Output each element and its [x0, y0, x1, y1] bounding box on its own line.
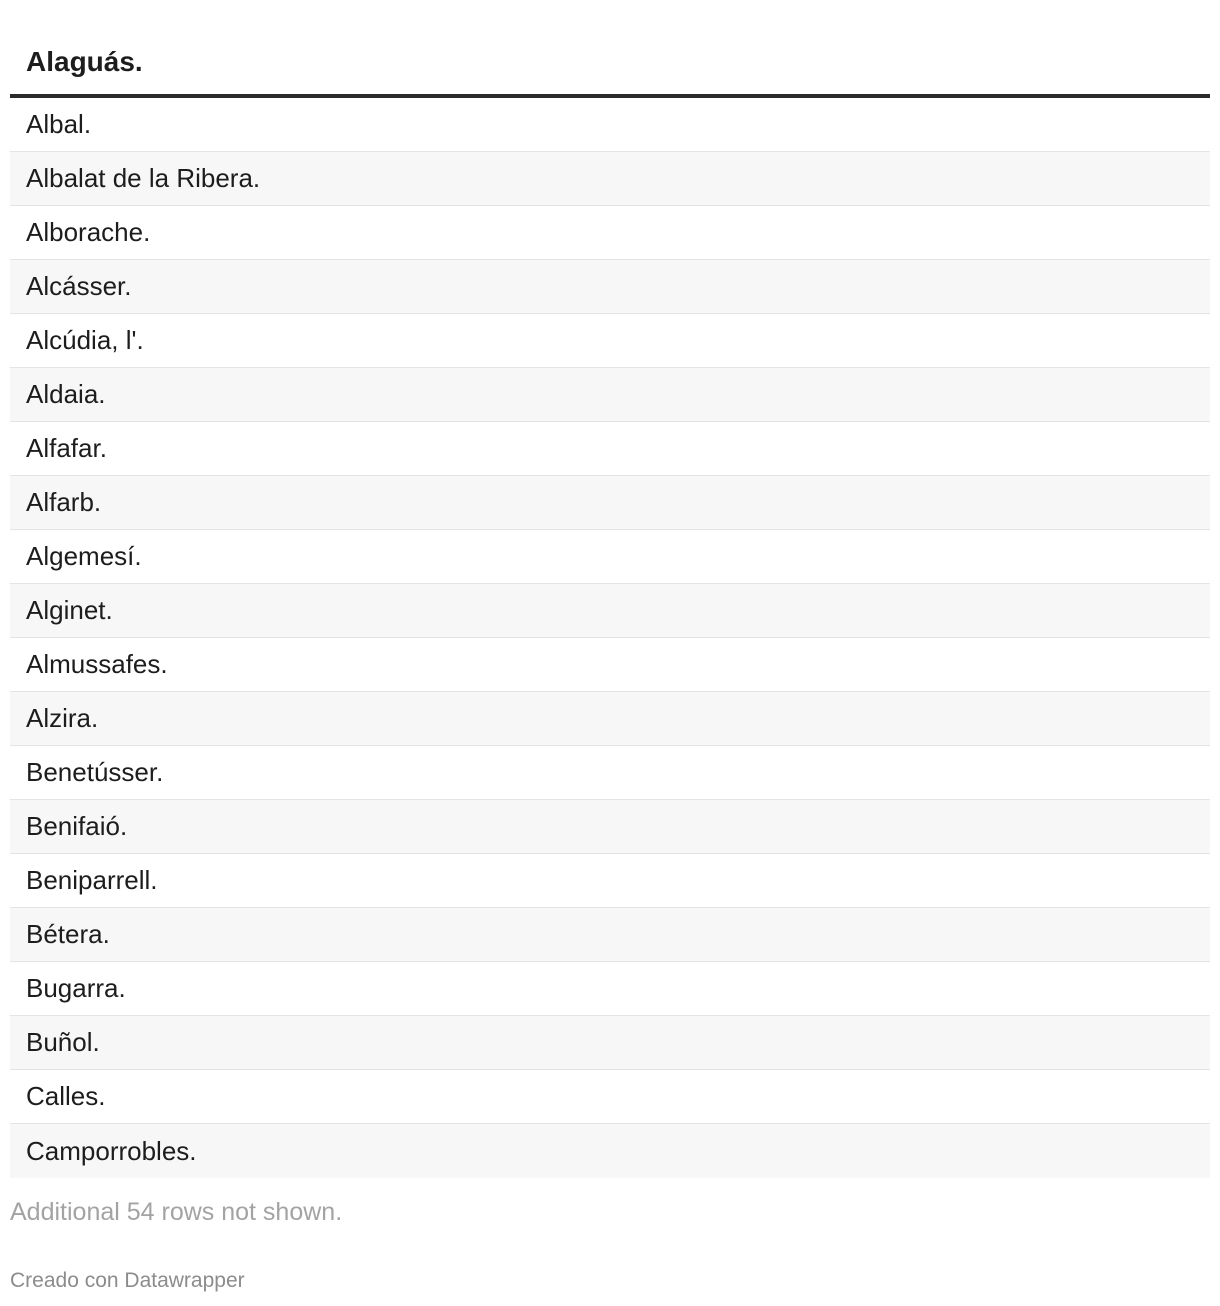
- table-cell: Alborache.: [26, 217, 151, 247]
- table-row: [10, 638, 1210, 692]
- table-cell: Alcásser.: [26, 271, 132, 301]
- table-row: [10, 800, 1210, 854]
- table-cell: Almussafes.: [26, 649, 168, 679]
- table-row: [10, 908, 1210, 962]
- table-cell: Alginet.: [26, 595, 113, 625]
- table-cell: Calles.: [26, 1081, 106, 1111]
- table-row: [10, 1070, 1210, 1124]
- table-row: [10, 152, 1210, 206]
- table-row: [10, 746, 1210, 800]
- data-table: [10, 22, 1210, 1178]
- table-row: [10, 692, 1210, 746]
- table-cell: Albalat de la Ribera.: [26, 163, 261, 193]
- table-row: [10, 1016, 1210, 1070]
- table-cell: Benifaió.: [26, 811, 128, 841]
- table-cell: Beniparrell.: [26, 865, 158, 895]
- table-cell: Bugarra.: [26, 973, 126, 1003]
- table-cell: Alcúdia, l'.: [26, 325, 144, 355]
- table-row: [10, 476, 1210, 530]
- table-cell: Benetússer.: [26, 757, 164, 787]
- table-cell: Albal.: [26, 109, 92, 139]
- table-row: [10, 206, 1210, 260]
- table-cell: Algemesí.: [26, 541, 142, 571]
- table-cell: Buñol.: [26, 1027, 100, 1057]
- table-row: [10, 314, 1210, 368]
- table-row: [10, 962, 1210, 1016]
- table-cell: Alzira.: [26, 703, 99, 733]
- table-row: [10, 422, 1210, 476]
- table-row: [10, 368, 1210, 422]
- table-cell: Alfarb.: [26, 487, 102, 517]
- table-row: [10, 260, 1210, 314]
- table-row: [10, 854, 1210, 908]
- table-cell: Alfafar.: [26, 433, 107, 463]
- credit-footer: Creado con Datawrapper: [10, 1269, 245, 1292]
- table-row: [10, 584, 1210, 638]
- table-cell: Camporrobles.: [26, 1135, 197, 1166]
- table-row: [10, 98, 1210, 152]
- table-row: [10, 1124, 1210, 1178]
- table-row: [10, 530, 1210, 584]
- hidden-rows-note: Additional 54 rows not shown.: [10, 1198, 343, 1226]
- table-cell: Aldaia.: [26, 379, 106, 409]
- table-body: [10, 98, 1210, 1178]
- column-header: Alaguás.: [10, 22, 1210, 98]
- table-cell: Bétera.: [26, 919, 110, 949]
